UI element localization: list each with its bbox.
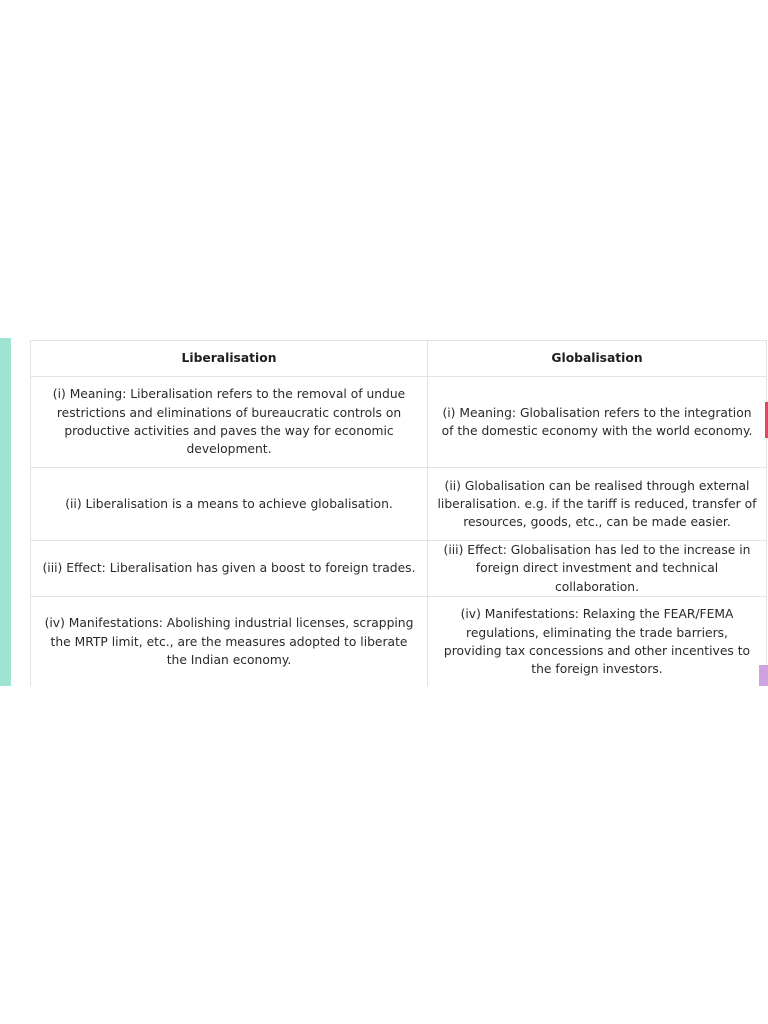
left-accent-bar <box>0 338 11 686</box>
header-globalisation: Globalisation <box>428 341 767 377</box>
header-liberalisation: Liberalisation <box>31 341 428 377</box>
cell-liberalisation: (ii) Liberalisation is a means to achieve globalisation. <box>31 468 428 541</box>
table-row <box>31 468 767 541</box>
cell-globalisation: (iii) Effect: Globalisation has led to the increase in foreign direct investment and technical collaboration. <box>428 541 767 597</box>
right-accent-purple <box>759 665 768 686</box>
cell-globalisation: (ii) Globalisation can be realised through external liberalisation. e.g. if the tariff is reduced, transfer of resources, goods, etc., can be made easier. <box>428 468 767 541</box>
table-row <box>31 377 767 468</box>
cell-liberalisation: (i) Meaning: Liberalisation refers to the removal of undue restrictions and eliminations of bureaucratic controls on productive activities and paves the way for economic development. <box>31 377 428 468</box>
comparison-table <box>30 340 767 686</box>
table-row <box>31 541 767 597</box>
cell-globalisation: (i) Meaning: Globalisation refers to the integration of the domestic economy with the world economy. <box>428 377 767 468</box>
table-header-row <box>31 341 767 377</box>
comparison-table-container <box>30 340 768 686</box>
table-row <box>31 596 767 686</box>
cell-liberalisation: (iv) Manifestations: Abolishing industrial licenses, scrapping the MRTP limit, etc., are the measures adopted to liberate the Indian economy. <box>31 596 428 686</box>
cell-globalisation: (iv) Manifestations: Relaxing the FEAR/FEMA regulations, eliminating the trade barriers, providing tax concessions and other incentives to the foreign investors. <box>428 596 767 686</box>
cell-liberalisation: (iii) Effect: Liberalisation has given a boost to foreign trades. <box>31 541 428 597</box>
